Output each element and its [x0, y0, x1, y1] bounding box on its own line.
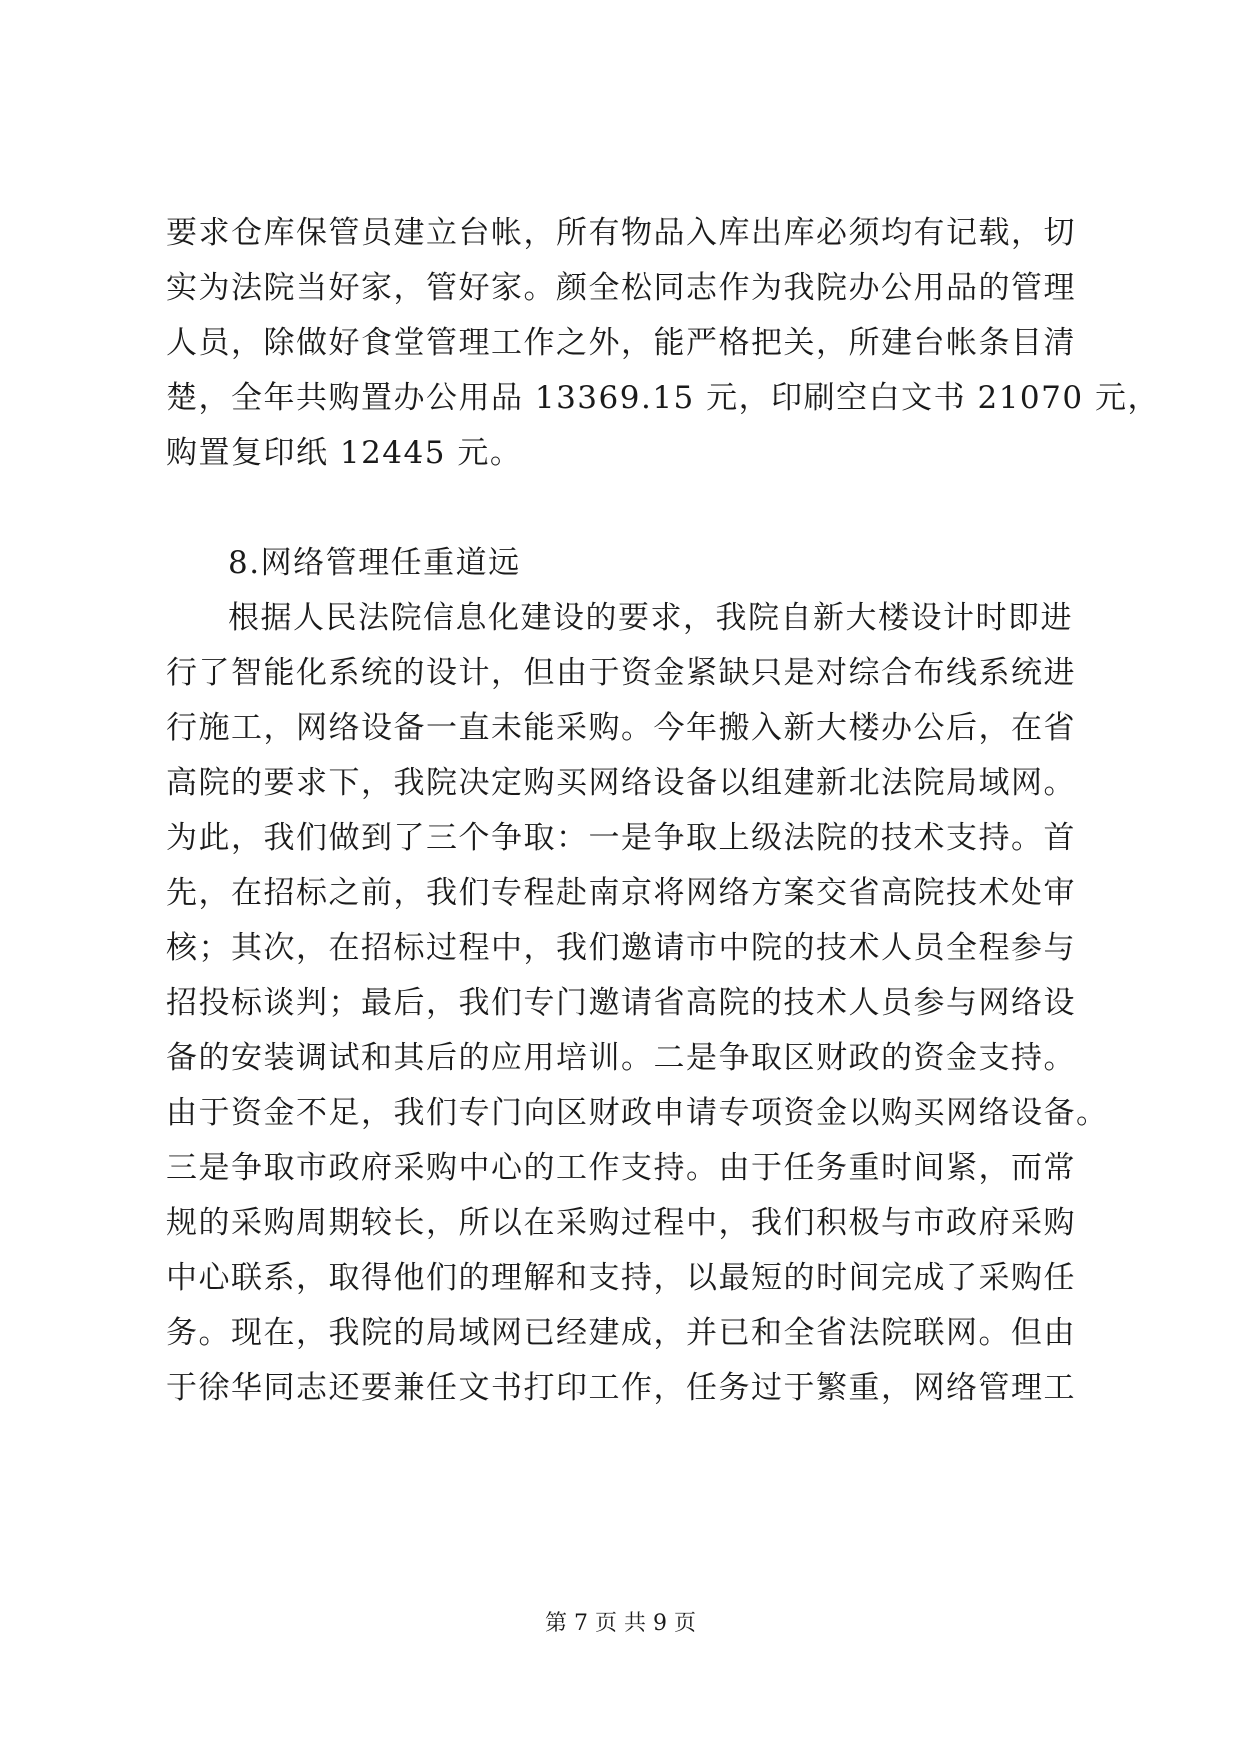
body-line: 于徐华同志还要兼任文书打印工作，任务过于繁重，网络管理工	[166, 1370, 1076, 1406]
body-line: 楚，全年共购置办公用品 13369.15 元，印刷空白文书 21070 元，	[166, 380, 1160, 416]
body-line: 务。现在，我院的局域网已经建成，并已和全省法院联网。但由	[166, 1315, 1076, 1351]
body-line: 购置复印纸 12445 元。	[166, 435, 523, 471]
body-line: 人员，除做好食堂管理工作之外，能严格把关，所建台帐条目清	[166, 325, 1076, 361]
body-line: 行了智能化系统的设计，但由于资金紧缺只是对综合布线系统进	[166, 655, 1076, 691]
body-line: 中心联系，取得他们的理解和支持，以最短的时间完成了采购任	[166, 1260, 1076, 1296]
body-line: 三是争取市政府采购中心的工作支持。由于任务重时间紧，而常	[166, 1150, 1076, 1186]
body-line: 要求仓库保管员建立台帐，所有物品入库出库必须均有记载，切	[166, 215, 1076, 251]
body-line: 核；其次，在招标过程中，我们邀请市中院的技术人员全程参与	[166, 930, 1076, 966]
body-line: 实为法院当好家，管好家。颜全松同志作为我院办公用品的管理	[166, 270, 1076, 306]
body-line: 先，在招标之前，我们专程赴南京将网络方案交省高院技术处审	[166, 875, 1076, 911]
body-line: 行施工，网络设备一直未能采购。今年搬入新大楼办公后，在省	[166, 710, 1076, 746]
body-line: 为此，我们做到了三个争取：一是争取上级法院的技术支持。首	[166, 820, 1076, 856]
page-number-footer: 第 7 页 共 9 页	[545, 1611, 696, 1636]
body-line: 由于资金不足，我们专门向区财政申请专项资金以购买网络设备。	[166, 1095, 1109, 1131]
body-line: 备的安装调试和其后的应用培训。二是争取区财政的资金支持。	[166, 1040, 1076, 1076]
body-line: 根据人民法院信息化建设的要求，我院自新大楼设计时即进	[228, 600, 1073, 636]
section-heading: 8.网络管理任重道远	[228, 545, 521, 581]
body-line: 高院的要求下，我院决定购买网络设备以组建新北法院局域网。	[166, 765, 1076, 801]
body-line: 招投标谈判；最后，我们专门邀请省高院的技术人员参与网络设	[166, 985, 1076, 1021]
body-line: 规的采购周期较长，所以在采购过程中，我们积极与市政府采购	[166, 1205, 1076, 1241]
